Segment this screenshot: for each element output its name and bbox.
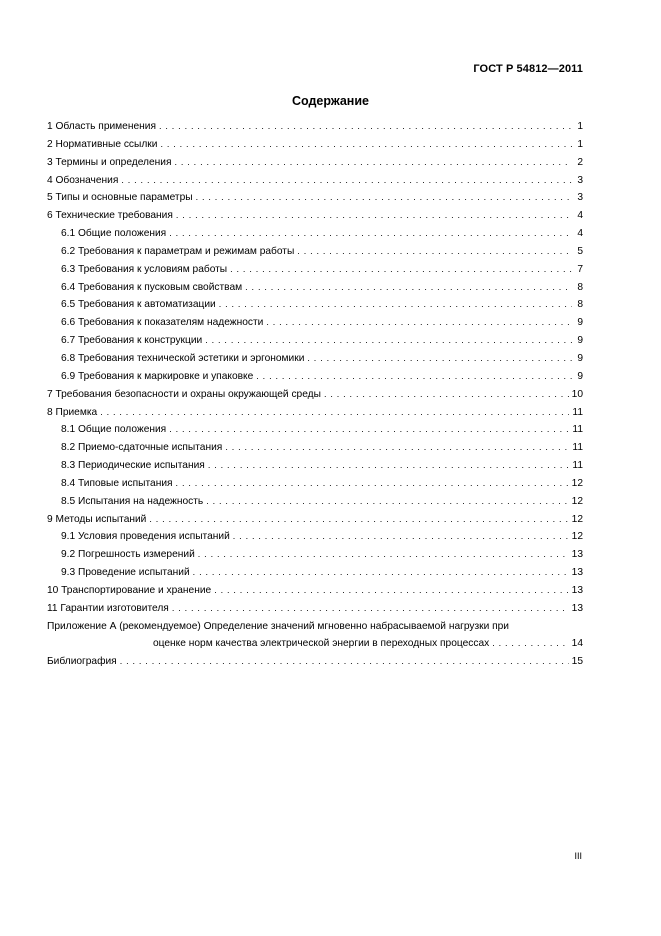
toc-entry-page: 13 [571,584,583,596]
toc-entry-6-9[interactable] [47,368,583,386]
toc-leader-dots [121,172,572,190]
toc-entry-6-4[interactable] [47,279,583,297]
toc-entry-text: 6.5 Требования к автоматизации [61,299,216,311]
toc-entry-9-1[interactable] [47,528,583,546]
toc-entry-page: 12 [571,477,583,489]
toc-entry-text: 6.1 Общие положения [61,228,167,240]
toc-entry-page: 3 [577,174,583,186]
toc-leader-dots [193,564,569,582]
toc-entry-text: 7 Требования безопасности и охраны окружающей среды [47,388,321,400]
toc-leader-dots [307,350,572,368]
toc-leader-dots [169,421,569,439]
toc-entry-text: 9.1 Условия проведения испытаний [61,531,230,543]
toc-entry-page: 9 [577,352,583,364]
toc-entry-page: 13 [571,567,583,579]
toc-entry-text: 8.5 Испытания на надежность [61,495,204,507]
toc-entry-7[interactable] [47,386,583,404]
toc-entry-3[interactable] [47,154,583,172]
toc-leader-dots [160,136,572,154]
toc-leader-dots [230,261,572,279]
toc-entry-text: 8 Приемка [47,406,98,418]
toc-entry-9[interactable] [47,511,583,529]
toc-entry-page: 12 [571,495,583,507]
toc-leader-dots [245,279,572,297]
toc-entry-text: 2 Нормативные ссылки [47,138,158,150]
toc-entry-text: 11 Гарантии изготовителя [47,602,169,614]
toc-leader-dots [208,457,570,475]
toc-entry-text: 9 Методы испытаний [47,513,147,525]
table-of-contents [47,118,583,671]
toc-entry-page: 2 [577,156,583,168]
toc-leader-dots [492,635,568,653]
toc-entry-page: 11 [572,460,583,472]
toc-entry-10[interactable] [47,582,583,600]
toc-appendix-a[interactable] [47,635,583,653]
toc-entry-6-7[interactable] [47,332,583,350]
toc-leader-dots [297,243,572,261]
toc-entry-page: 12 [571,531,583,543]
toc-entry-page: 15 [571,656,583,668]
toc-entry-6-8[interactable] [47,350,583,368]
toc-entry-text: 6.2 Требования к параметрам и режимам работы [61,245,295,257]
toc-entry-page: 13 [571,549,583,561]
toc-entry-text: 6 Технические требования [47,210,173,222]
toc-appendix-a-title[interactable]: Приложение А (рекомендуемое) Определение значений мгновенно набрасываемой нагрузки при [47,620,509,632]
toc-entry-page: 1 [577,121,583,132]
toc-entry-page: 10 [571,388,583,400]
toc-leader-dots [324,386,569,404]
toc-entry-page: 12 [571,513,583,525]
toc-entry-page: 9 [577,335,583,347]
toc-entry-2[interactable] [47,136,583,154]
toc-entry-6[interactable] [47,207,583,225]
toc-entry-text: 6.7 Требования к конструкции [61,335,203,347]
toc-leader-dots [256,368,572,386]
toc-leader-dots [159,118,572,136]
toc-entry-text: 9.2 Погрешность измерений [61,549,195,561]
toc-leader-dots [205,332,572,350]
toc-entry-page: 11 [572,442,583,454]
toc-leader-dots [174,154,572,172]
toc-entry-page: 7 [577,263,583,275]
page-number: III [574,851,582,861]
toc-entry-page: 1 [577,138,583,150]
toc-entry-page: 13 [571,602,583,614]
toc-leader-dots [266,314,572,332]
toc-entry-text: 8.1 Общие положения [61,424,167,436]
toc-entry-page: 8 [577,299,583,311]
toc-entry-text: Библиография [47,656,117,668]
toc-entry-text: 10 Транспортирование и хранение [47,584,212,596]
page-title: Содержание [291,94,369,108]
toc-entry-9-2[interactable] [47,546,583,564]
toc-leader-dots [225,439,569,457]
toc-entry-text: 3 Термины и определения [47,156,172,168]
toc-entry-text: 5 Типы и основные параметры [47,192,193,204]
toc-entry-6-3[interactable] [47,261,583,279]
toc-entry-page: 11 [572,424,583,436]
toc-leader-dots [233,528,569,546]
toc-leader-dots [100,404,569,422]
toc-entry-page: 5 [577,245,583,257]
toc-entry-page: 8 [577,281,583,293]
toc-leader-dots [169,225,572,243]
toc-leader-dots [206,493,568,511]
toc-entry-9-3[interactable] [47,564,583,582]
toc-leader-dots [198,546,569,564]
toc-entry-text: 6.4 Требования к пусковым свойствам [61,281,243,293]
toc-entry-text: 6.6 Требования к показателям надежности [61,317,264,329]
toc-entry-1[interactable] [47,118,583,136]
toc-entry-8-2[interactable] [47,439,583,457]
toc-leader-dots [120,653,569,671]
toc-entry-text: 8.3 Периодические испытания [61,460,205,472]
toc-entry-text: 6.9 Требования к маркировке и упаковке [61,370,254,382]
toc-entry-text: 1 Область применения [47,121,156,132]
toc-leader-dots [176,475,569,493]
toc-entry-page: 3 [577,192,583,204]
toc-entry-text: 4 Обозначения [47,174,119,186]
toc-entry-6-1[interactable] [47,225,583,243]
toc-entry-text: 9.3 Проведение испытаний [61,567,190,579]
toc-entry-5[interactable] [47,189,583,207]
toc-entry-11[interactable] [47,600,583,618]
toc-leader-dots [149,511,568,529]
toc-entry-page: 9 [577,317,583,329]
toc-entry-page: 14 [571,638,583,650]
toc-entry-8-4[interactable] [47,475,583,493]
toc-leader-dots [214,582,568,600]
toc-entry-8[interactable] [47,404,583,422]
toc-entry-8-1[interactable] [47,421,583,439]
toc-bibliography[interactable] [47,653,583,671]
toc-entry-page: 4 [577,228,583,240]
toc-entry-page: 11 [572,406,583,418]
toc-entry-text: 8.4 Типовые испытания [61,477,173,489]
toc-leader-dots [176,207,572,225]
toc-entry-page: 4 [577,210,583,222]
toc-entry-6-6[interactable] [47,314,583,332]
toc-entry-text: 8.2 Приемо-сдаточные испытания [61,442,223,454]
toc-leader-dots [196,189,572,207]
toc-entry-4[interactable] [47,172,583,190]
toc-entry-6-5[interactable] [47,296,583,314]
toc-entry-6-2[interactable] [47,243,583,261]
toc-entry-8-3[interactable] [47,457,583,475]
toc-entry-8-5[interactable] [47,493,583,511]
toc-entry-text: 6.3 Требования к условиям работы [61,263,228,275]
toc-entry-page: 9 [577,370,583,382]
toc-entry-text: 6.8 Требования технической эстетики и эргономики [61,352,305,364]
document-code: ГОСТ Р 54812—2011 [473,63,583,75]
toc-leader-dots [219,296,572,314]
toc-entry-text: оценке норм качества электрической энергии в переходных процессах [153,638,490,650]
toc-leader-dots [172,600,569,618]
